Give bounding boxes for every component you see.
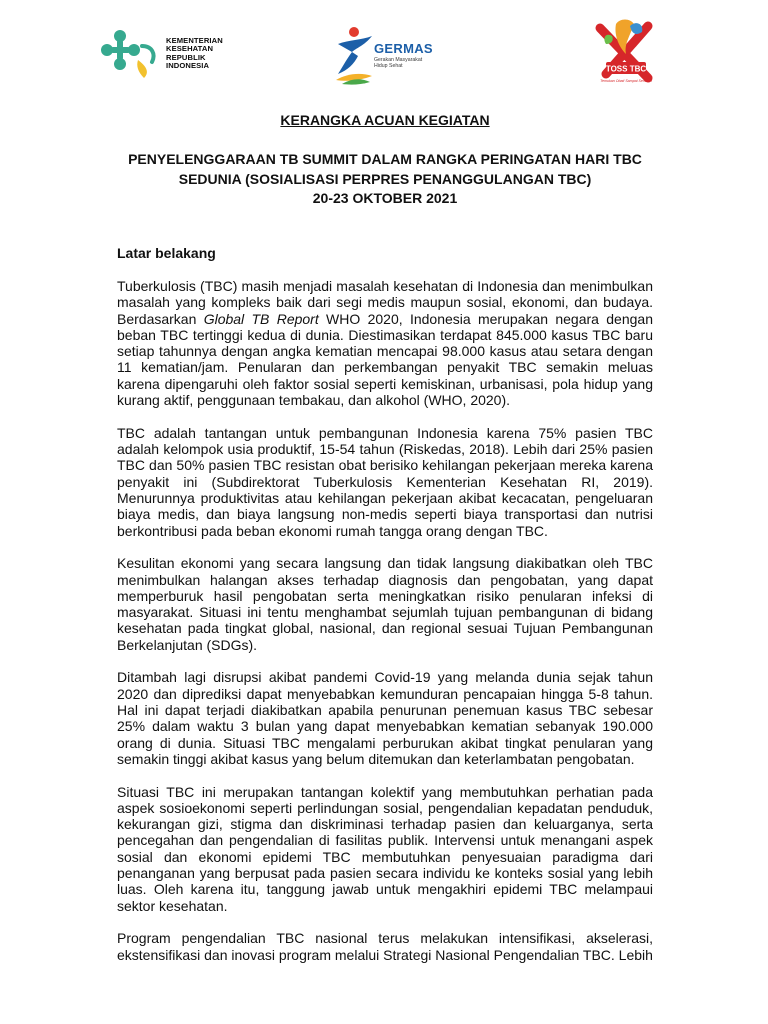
kemenkes-emblem-icon bbox=[98, 26, 162, 82]
toss-tbc-tagline: Temukan Obati Sampai Sembuh bbox=[600, 79, 652, 83]
kemenkes-logo bbox=[98, 26, 228, 82]
germas-tagline-line: Hidup Sehat bbox=[374, 63, 403, 69]
paragraph: Program pengendalian TBC nasional terus melakukan intensifikasi, akselerasi, ekstensifikasi dan inovasi program melalui Strategi Nasional Pengendalian TBC. Lebih bbox=[117, 930, 653, 963]
kemenkes-line: KEMENTERIAN bbox=[166, 36, 223, 45]
document-title bbox=[117, 150, 653, 209]
kemenkes-line: KESEHATAN bbox=[166, 44, 214, 54]
paragraph: Ditambah lagi disrupsi akibat pandemi Covid-19 yang melanda dunia sejak tahun 2020 dan diprediksi dapat menyebabkan kemunduran pencapaian hingga 5-8 tahun. Hal ini dapat terjadi diakibatkan apabila penurunan penemuan kasus TBC sebesar 25% dalam waktu 3 bulan yang dapat menyebabkan kematian sebanyak 190.000 orang di dunia. Situasi TBC mengalami perburukan akibat tingkat penularan yang semakin tinggi akibat kasus yang belum ditemukan dan keterlambatan pengobatan. bbox=[117, 669, 653, 767]
germas-wordmark: GERMAS bbox=[374, 41, 433, 56]
germas-figure-icon bbox=[334, 22, 374, 86]
section-heading: Latar belakang bbox=[117, 245, 216, 261]
title-line: PENYELENGGARAAN TB SUMMIT DALAM RANGKA PERINGATAN HARI TBC bbox=[128, 151, 642, 167]
toss-tbc-logo bbox=[586, 14, 666, 94]
toss-tbc-label: TOSS TBC bbox=[605, 64, 647, 74]
paragraph: TBC adalah tantangan untuk pembangunan Indonesia karena 75% pasien TBC adalah kelompok usia produktif, 15-54 tahun (Riskedas, 2018). Lebih dari 25% pasien TBC dan 50% pasien TBC resistan obat berisiko kehilangan pekerjaan mereka karena penyakit ini (Subdirektorat Tuberkulosis Kementerian Kesehatan RI, 2019). Menurunnya produktivitas atau kehilangan pekerjaan akibat kecacatan, pengeluaran biaya medis, dan biaya langsung non-medis seperti biaya transportasi dan nutrisi berkontribusi pada beban ekonomi rumah tangga orang dengan TBC. bbox=[117, 424, 653, 539]
germas-tagline-line: Gerakan Masyarakat bbox=[374, 57, 423, 63]
paragraph: Situasi TBC ini merupakan tantangan kolektif yang membutuhkan perhatian pada aspek sosioekonomi seperti perlindungan sosial, pengendalian kepadatan penduduk, kekurangan gizi, stigma dan diskriminasi terhadap pasien dan keluarganya, serta pencegahan dan pengendalian di fasilitas publik. Intervensi untuk menangani aspek sosial dan ekonomi epidemi TBC membutuhkan penyesuaian paradigma dari penanganan yang berpusat pada pasien secara individu ke konteks sosial yang lebih luas. Oleh karena itu, tanggung jawab untuk mengakhiri epidemi TBC melampaui sektor kesehatan. bbox=[117, 783, 653, 914]
toss-tbc-emblem-icon bbox=[586, 14, 666, 94]
report-title: Global TB Report bbox=[203, 310, 319, 327]
title-line: SEDUNIA (SOSIALISASI PERPRES PENANGGULANGAN TBC) bbox=[178, 170, 592, 187]
title-date-line: 20-23 OKTOBER 2021 bbox=[312, 190, 458, 206]
paragraph: Kesulitan ekonomi yang secara langsung dan tidak langsung diakibatkan oleh TBC menimbulkan halangan akses terhadap diagnosis dan pengobatan, yang dapat memperburuk hasil pengobatan serta meningkatkan risiko penularan infeksi di masyarakat. Situasi ini tentu menghambat sejumlah tujuan pembangunan di bidang kesehatan pada tingkat global, nasional, dan regional sesuai Tujuan Pembangunan Berkelanjutan (SDGs). bbox=[117, 555, 653, 653]
document-type-heading: KERANGKA ACUAN KEGIATAN bbox=[280, 112, 490, 128]
background-paragraphs bbox=[117, 278, 653, 963]
kemenkes-line: REPUBLIK bbox=[166, 52, 206, 62]
germas-logo bbox=[334, 22, 454, 86]
paragraph: Tuberkulosis (TBC) masih menjadi masalah kesehatan di Indonesia dan menimbulkan masalah yang kompleks baik dari segi medis maupun sosial, ekonomi, dan budaya. Berdasarkan Global TB Report WHO 2020, Indonesia merupakan negara dengan beban TBC tertinggi kedua di dunia. Diestimasikan terdapat 845.000 kasus TBC baru setiap tahunnya dengan angka kematian mencapai 98.000 kasus atau setara dengan 11 kematian/jam. Penularan dan perkembangan penyakit TBC semakin meluas karena dipengaruhi oleh faktor sosial seperti kemiskinan, urbanisasi, pola hidup yang kurang aktif, penggunaan tembakau, dan alkohol (WHO, 2020). bbox=[117, 278, 653, 409]
kemenkes-line: INDONESIA bbox=[166, 61, 210, 71]
